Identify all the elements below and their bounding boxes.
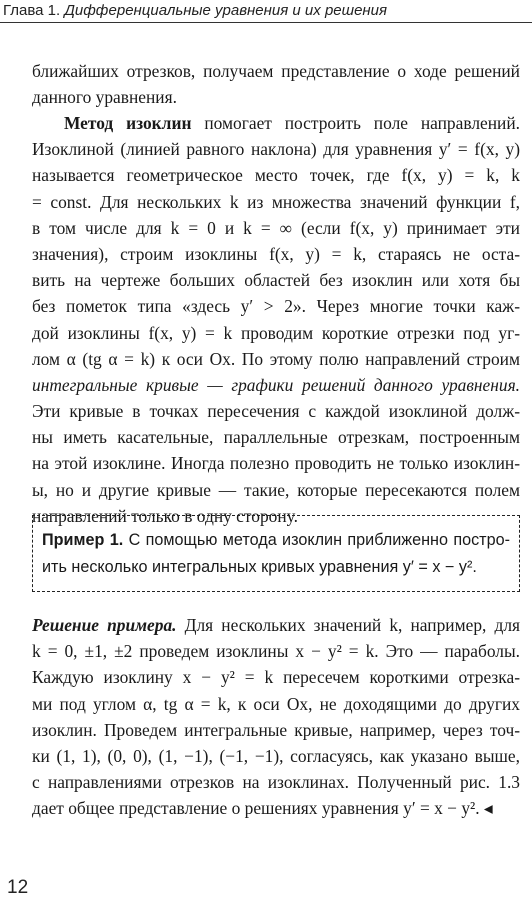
text-line: изоклин. Проведем интегральные кривые, например, через точ- (32, 719, 520, 740)
text-line: без пометок типа «здесь y′ > 2». Через многие точки каж- (32, 296, 520, 317)
header-title: Дифференциальные уравнения и их решения (64, 2, 388, 19)
example-border-top (32, 515, 520, 516)
text-line: вить на чертеже больших областей без изоклин или хотя бы (32, 270, 520, 291)
text-line (42, 527, 510, 554)
text-line: Каждую изоклину x − y² = k пересечем короткими отрезка- (32, 667, 520, 688)
text-fragment: помогает построить поле направлений. (191, 113, 520, 133)
example-border-right (519, 515, 520, 592)
solution-label: Решение примера. (32, 615, 177, 635)
text-line: интегральные кривые — графики решений данного уравнения. (32, 374, 520, 395)
intro-paragraph (32, 58, 520, 110)
text-line: в том числе для k = 0 и k = ∞ (если f(x, y) принимает эти (32, 217, 520, 238)
text-line: дает общее представление о решениях уравнения y′ = x − y². ◂ (32, 798, 493, 819)
text-line: на этой изоклине. Иногда полезно проводить не только изоклин- (32, 453, 520, 474)
text-line: дой изоклины f(x, y) = k проводим короткие отрезки под уг- (32, 322, 520, 343)
method-term: Метод изоклин (64, 113, 192, 133)
text-line: ить несколько интегральных кривых уравнения y′ = x − y². (42, 557, 477, 576)
text-line: данного уравнения. (32, 87, 177, 108)
example-label: Пример 1. (42, 531, 124, 549)
text-line (32, 110, 520, 136)
text-line: называется геометрическое место точек, где f(x, y) = k, k (32, 165, 520, 186)
text-line: ы, но и другие кривые — такие, которые пересекаются полем (32, 479, 520, 500)
header-rule (0, 22, 532, 23)
text-line: лом α (tg α = k) к оси Ox. По этому полю направлений строим (32, 348, 520, 369)
solution-paragraph (32, 612, 520, 822)
example-border-left (32, 515, 33, 592)
text-line: с направлениями отрезков на изоклинах. Полученный рис. 1.3 (32, 772, 520, 793)
text-line: k = 0, ±1, ±2 проведем изоклины x − y² = k. Это — параболы. (32, 641, 520, 662)
isocline-paragraph (32, 110, 520, 529)
text-line: = const. Для нескольких k из множества значений функции f, (32, 191, 520, 212)
example-body (42, 527, 510, 580)
page-number: 12 (7, 877, 29, 898)
text-line: ки (1, 1), (0, 0), (1, −1), (−1, −1), согласуясь, как указано выше, (32, 745, 520, 766)
example-border-bottom (32, 591, 520, 592)
text-line: значения), строим изоклины f(x, y) = k, стараясь не оста- (32, 243, 520, 264)
text-line (32, 612, 520, 638)
text-line: направлений только в одну сторону. (32, 505, 298, 526)
text-fragment: С помощью метода изоклин приближенно постро- (123, 531, 510, 549)
running-header (0, 0, 532, 26)
text-fragment: Для нескольких значений k, например, для (176, 615, 520, 635)
text-line: Эти кривые в точках пересечения с каждой изоклиной долж- (32, 401, 520, 422)
header-chapter: Глава 1. (3, 2, 61, 19)
header-text (3, 2, 387, 19)
text-line: ми под углом α, tg α = k, к оси Ox, не доходящими до других (32, 693, 520, 714)
text-line: ближайших отрезков, получаем представление о ходе решений (32, 61, 520, 81)
text-line: Изоклиной (линией равного наклона) для уравнения y′ = f(x, y) (32, 139, 520, 160)
text-line: ны иметь касательные, параллельные отрезкам, построенным (32, 427, 520, 448)
example-box (32, 515, 520, 593)
